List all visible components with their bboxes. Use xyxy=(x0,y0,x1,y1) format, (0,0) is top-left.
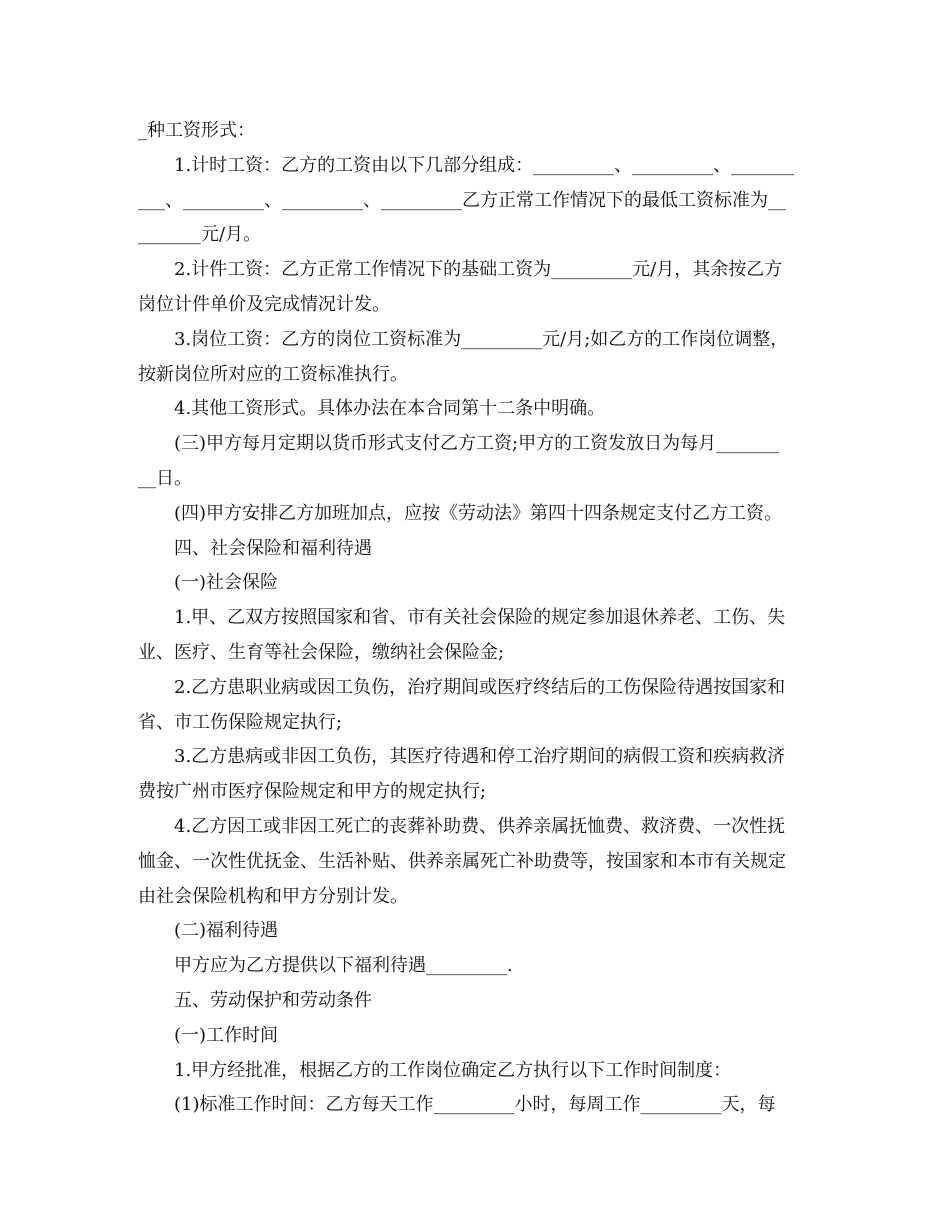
document-line: _______元/月。 xyxy=(138,224,262,246)
document-line: 四、社会保险和福利待遇 xyxy=(174,537,372,559)
document-line: 业、医疗、生育等社会保险，缴纳社会保险金; xyxy=(138,641,505,663)
document-line: 1.甲方经批准，根据乙方的工作岗位确定乙方执行以下工作时间制度： xyxy=(174,1059,732,1081)
document-line: 2.乙方患职业病或因工负伤，治疗期间或医疗终结后的工伤保险待遇按国家和 xyxy=(174,676,786,698)
document-line: 恤金、一次性优抚金、生活补贴、供养亲属死亡补助费等，按国家和本市有关规定 xyxy=(138,850,786,872)
document-line: 由社会保险机构和甲方分别计发。 xyxy=(138,885,408,907)
document-line: 省、市工伤保险规定执行; xyxy=(138,711,343,733)
document-line: 甲方应为乙方提供以下福利待遇_________. xyxy=(174,955,513,977)
document-line: (四)甲方安排乙方加班加点，应按《劳动法》第四十四条规定支付乙方工资。 xyxy=(174,502,783,524)
document-line: 五、劳动保护和劳动条件 xyxy=(174,989,372,1011)
document-line: __日。 xyxy=(138,467,192,489)
document-line: 3.乙方患病或非因工负伤，其医疗待遇和停工治疗期间的病假工资和疾病救济 xyxy=(174,746,786,768)
document-line: 1.计时工资：乙方的工资由以下几部分组成：_________、_________、_______ xyxy=(174,154,795,176)
document-line: 按新岗位所对应的工资标准执行。 xyxy=(138,363,408,385)
document-line: 3.岗位工资：乙方的岗位工资标准为_________元/月;如乙方的工作岗位调整， xyxy=(174,328,789,350)
document-line: 2.计件工资：乙方正常工作情况下的基础工资为_________元/月，其余按乙方 xyxy=(174,259,783,281)
document-line: 4.其他工资形式。具体办法在本合同第十二条中明确。 xyxy=(174,398,606,420)
document-line: 4.乙方因工或非因工死亡的丧葬补助费、供养亲属抚恤费、救济费、一次性抚 xyxy=(174,815,786,837)
document-line: 费按广州市医疗保险规定和甲方的规定执行; xyxy=(138,781,487,803)
document-line: _种工资形式： xyxy=(138,120,255,141)
document-line: (一)工作时间 xyxy=(174,1024,279,1046)
document-line: (1)标准工作时间：乙方每天工作_________小时，每周工作_________天，每 xyxy=(174,1094,776,1116)
document-line: (三)甲方每月定期以货币形式支付乙方工资;甲方的工资发放日为每月_______ xyxy=(174,433,780,455)
document-line: (二)福利待遇 xyxy=(174,920,279,942)
document-line: ___、_________、_________、_________乙方正常工作情况下的最低工资标准为__ xyxy=(138,189,786,211)
document-line: (一)社会保险 xyxy=(174,572,279,594)
document-line: 1.甲、乙双方按照国家和省、市有关社会保险的规定参加退休养老、工伤、失 xyxy=(174,607,786,629)
document-body xyxy=(138,114,818,1123)
document-line: 岗位计件单价及完成情况计发。 xyxy=(138,293,390,315)
